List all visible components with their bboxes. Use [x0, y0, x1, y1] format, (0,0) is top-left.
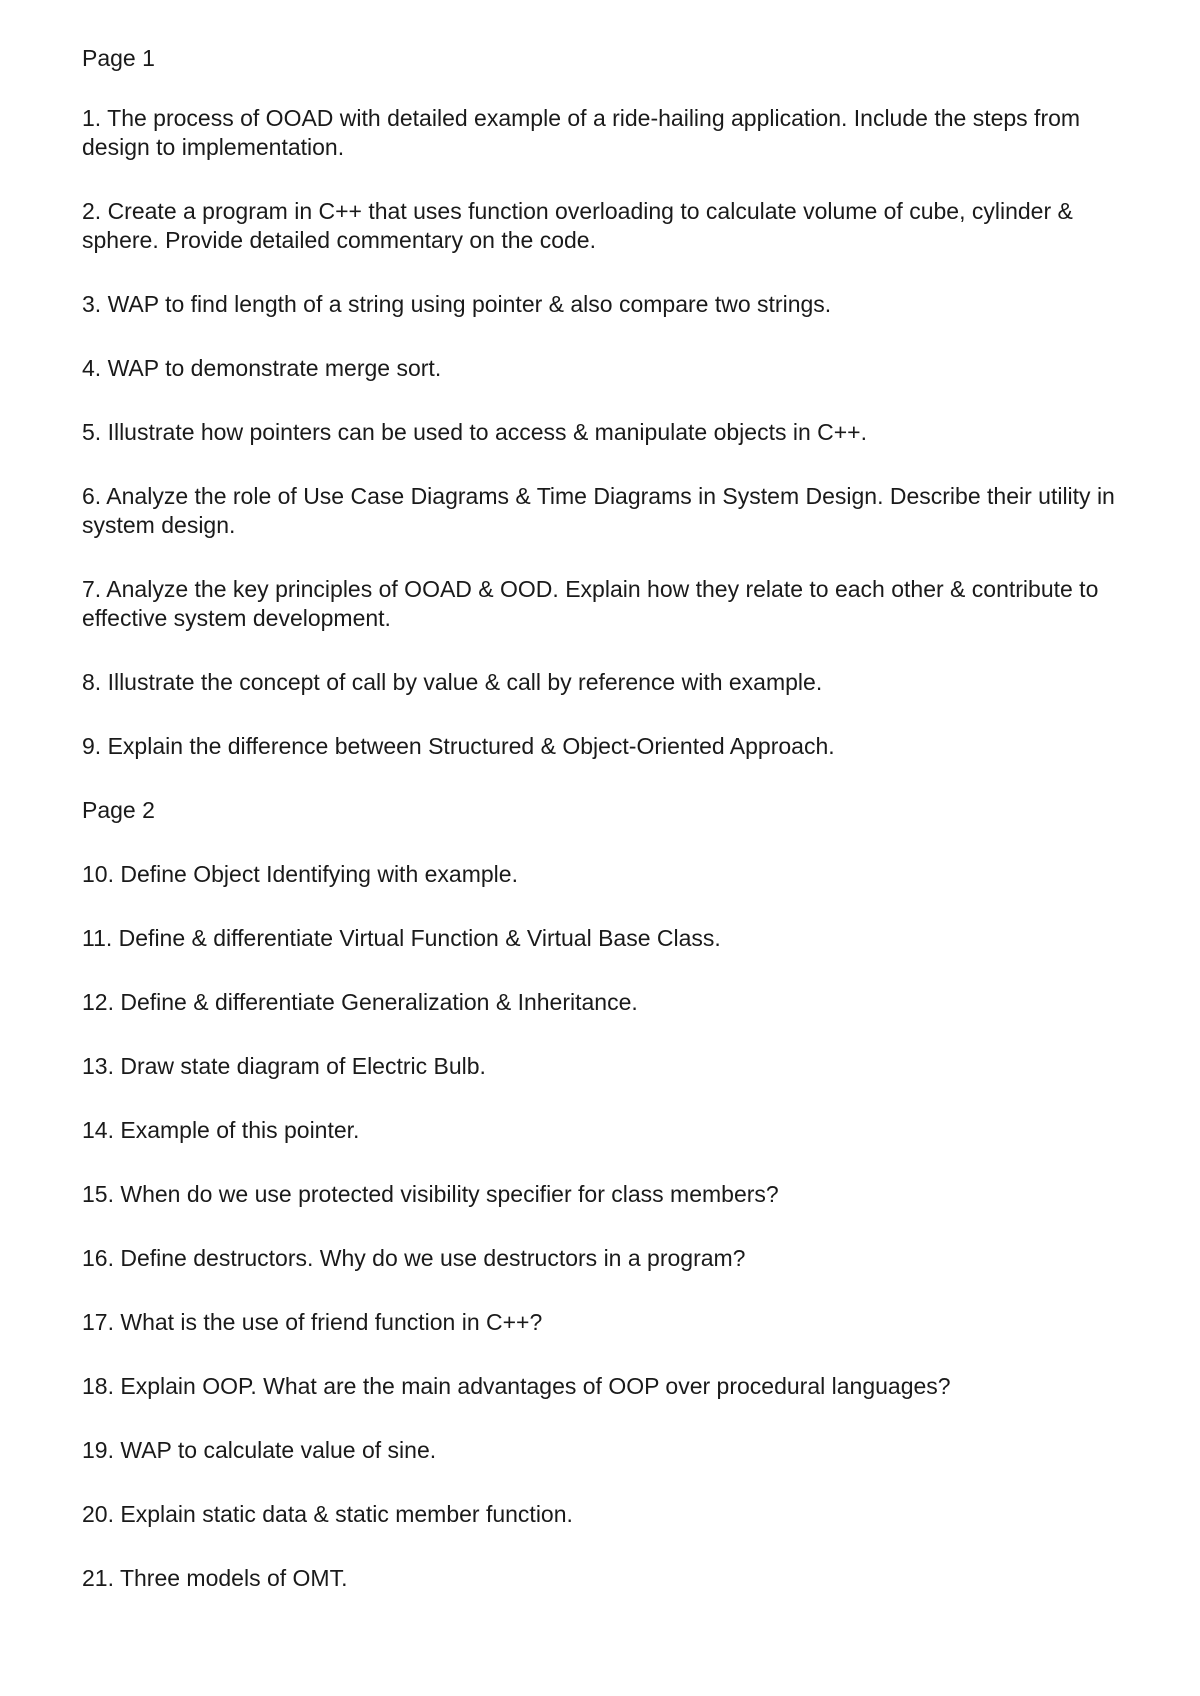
question-item: 12. Define & differentiate Generalization & Inheritance.	[82, 989, 638, 1015]
question-item: 6. Analyze the role of Use Case Diagrams & Time Diagrams in System Design. Describe their utility in system design.	[82, 483, 1115, 538]
question-document	[82, 44, 1142, 1593]
question-item: 14. Example of this pointer.	[82, 1117, 360, 1143]
question-item: 15. When do we use protected visibility specifier for class members?	[82, 1181, 779, 1207]
question-item: 16. Define destructors. Why do we use destructors in a program?	[82, 1245, 746, 1271]
question-item: 10. Define Object Identifying with example.	[82, 861, 518, 887]
page-label: Page 2	[82, 797, 155, 823]
question-item: 11. Define & differentiate Virtual Function & Virtual Base Class.	[82, 925, 721, 951]
question-item: 17. What is the use of friend function in C++?	[82, 1309, 543, 1335]
question-item: 4. WAP to demonstrate merge sort.	[82, 355, 442, 381]
question-item: 2. Create a program in C++ that uses function overloading to calculate volume of cube, cylinder & sphere. Provide detailed commentary on the code.	[82, 198, 1073, 253]
question-item: 3. WAP to find length of a string using pointer & also compare two strings.	[82, 291, 832, 317]
question-item: 7. Analyze the key principles of OOAD & OOD. Explain how they relate to each other & contribute to effective system development.	[82, 576, 1099, 631]
question-item: 1. The process of OOAD with detailed example of a ride-hailing application. Include the steps from design to implementation.	[82, 105, 1081, 160]
question-item: 18. Explain OOP. What are the main advantages of OOP over procedural languages?	[82, 1373, 951, 1399]
question-item: 21. Three models of OMT.	[82, 1565, 348, 1591]
question-item: 9. Explain the difference between Structured & Object-Oriented Approach.	[82, 733, 835, 759]
question-item: 13. Draw state diagram of Electric Bulb.	[82, 1053, 486, 1079]
page-label: Page 1	[82, 45, 155, 71]
question-item: 8. Illustrate the concept of call by value & call by reference with example.	[82, 669, 823, 695]
question-item: 5. Illustrate how pointers can be used to access & manipulate objects in C++.	[82, 419, 867, 445]
question-item: 20. Explain static data & static member function.	[82, 1501, 573, 1527]
question-item: 19. WAP to calculate value of sine.	[82, 1437, 437, 1463]
